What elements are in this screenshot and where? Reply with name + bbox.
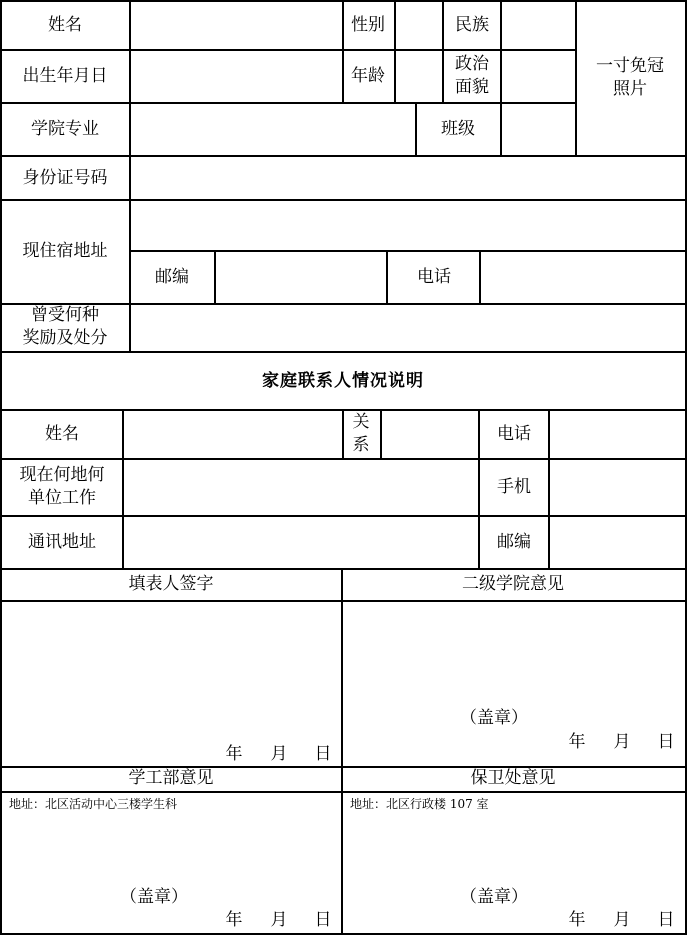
awards-input[interactable]: [131, 305, 685, 351]
college-day-label: 日: [657, 732, 675, 752]
security-address: 地址：北区行政楼 107 室: [350, 797, 489, 811]
student-affairs-day-label: 日: [314, 910, 332, 930]
grid-line: [342, 409, 344, 460]
awards-label-line1: 曾受何种: [31, 305, 99, 325]
family-section-title: 家庭联系人情况说明: [262, 371, 424, 391]
family-relation-input[interactable]: [382, 411, 478, 458]
signature-year-label: 年: [225, 744, 243, 764]
security-month-label: 月: [613, 910, 631, 930]
college-major-input[interactable]: [131, 104, 415, 155]
name-label: 姓名: [48, 15, 82, 35]
security-label: 保卫处意见: [470, 768, 556, 788]
birth-date-input[interactable]: [131, 51, 342, 102]
awards-label: [23, 304, 108, 350]
family-postcode-label: 邮编: [497, 532, 531, 552]
family-name-input[interactable]: [124, 411, 342, 458]
college-opinion-area[interactable]: [343, 602, 685, 766]
student-affairs-address: 地址：北区活动中心三楼学生科: [9, 797, 178, 811]
workplace-label-line2: 单位工作: [28, 488, 96, 508]
id-label: 身份证号码: [22, 168, 108, 188]
grid-line: [415, 102, 417, 157]
birth-label: 出生年月日: [22, 66, 108, 86]
photo-label-line1: 一寸免冠: [596, 56, 664, 76]
family-address-label: 通讯地址: [28, 532, 96, 552]
grid-line: [0, 568, 687, 570]
phone-label: 电话: [417, 267, 451, 287]
class-label: 班级: [441, 119, 475, 139]
age-label: 年龄: [351, 66, 385, 86]
grid-line: [478, 409, 480, 570]
gender-input[interactable]: [396, 2, 442, 49]
college-month-label: 月: [613, 732, 631, 752]
dorm-address-input[interactable]: [131, 201, 685, 250]
applicant-sign-label: 填表人签字: [128, 574, 214, 594]
political-label-line2: 面貌: [455, 77, 489, 97]
dorm-postcode-input[interactable]: [216, 252, 386, 303]
security-day-label: 日: [657, 910, 675, 930]
family-workplace-input[interactable]: [124, 460, 478, 515]
college-opinion-label: 二级学院意见: [462, 574, 564, 594]
student-affairs-month-label: 月: [270, 910, 288, 930]
student-affairs-year-label: 年: [225, 910, 243, 930]
postcode-label: 邮编: [155, 267, 189, 287]
signature-month-label: 月: [270, 744, 288, 764]
gender-label: 性别: [351, 15, 385, 35]
security-opinion-area[interactable]: [343, 793, 685, 933]
family-mobile-input[interactable]: [550, 460, 685, 515]
grid-line: [0, 351, 687, 353]
family-phone-input[interactable]: [550, 411, 685, 458]
ethnicity-label: 民族: [455, 15, 489, 35]
security-year-label: 年: [568, 910, 586, 930]
family-postcode-input[interactable]: [550, 517, 685, 568]
ethnicity-input[interactable]: [502, 2, 575, 49]
security-stamp-label: （盖章）: [460, 887, 528, 907]
name-input[interactable]: [131, 2, 342, 49]
family-name-label: 姓名: [45, 424, 79, 444]
photo-label: [596, 55, 664, 101]
age-input[interactable]: [396, 51, 442, 102]
political-label: [455, 53, 489, 99]
class-input[interactable]: [502, 104, 575, 155]
grid-line: [0, 933, 687, 935]
grid-line: [0, 766, 687, 768]
college-stamp-label: （盖章）: [460, 708, 528, 728]
photo-label-line2: 照片: [613, 79, 647, 99]
family-phone-label: 电话: [497, 424, 531, 444]
grid-line: [342, 0, 344, 104]
student-affairs-opinion-area[interactable]: [2, 793, 341, 933]
mobile-label: 手机: [497, 477, 531, 497]
college-label: 学院专业: [31, 119, 99, 139]
political-label-line1: 政治: [455, 54, 489, 74]
workplace-label: [20, 464, 105, 510]
relation-label-line1: 关: [352, 412, 370, 432]
student-affairs-label: 学工部意见: [128, 768, 214, 788]
relation-label: [353, 411, 370, 457]
college-year-label: 年: [568, 732, 586, 752]
address-label: 现住宿地址: [22, 241, 108, 261]
id-number-input[interactable]: [131, 157, 685, 199]
political-status-input[interactable]: [502, 51, 575, 102]
workplace-label-line1: 现在何地何: [19, 465, 105, 485]
grid-line: [442, 0, 444, 104]
signature-day-label: 日: [314, 744, 332, 764]
family-address-input[interactable]: [124, 517, 478, 568]
dorm-phone-input[interactable]: [481, 252, 685, 303]
relation-label-line2: 系: [352, 435, 370, 455]
applicant-signature-area[interactable]: [2, 602, 341, 766]
awards-label-line2: 奖励及处分: [22, 328, 108, 348]
student-affairs-stamp-label: （盖章）: [120, 887, 188, 907]
grid-line: [386, 250, 388, 305]
